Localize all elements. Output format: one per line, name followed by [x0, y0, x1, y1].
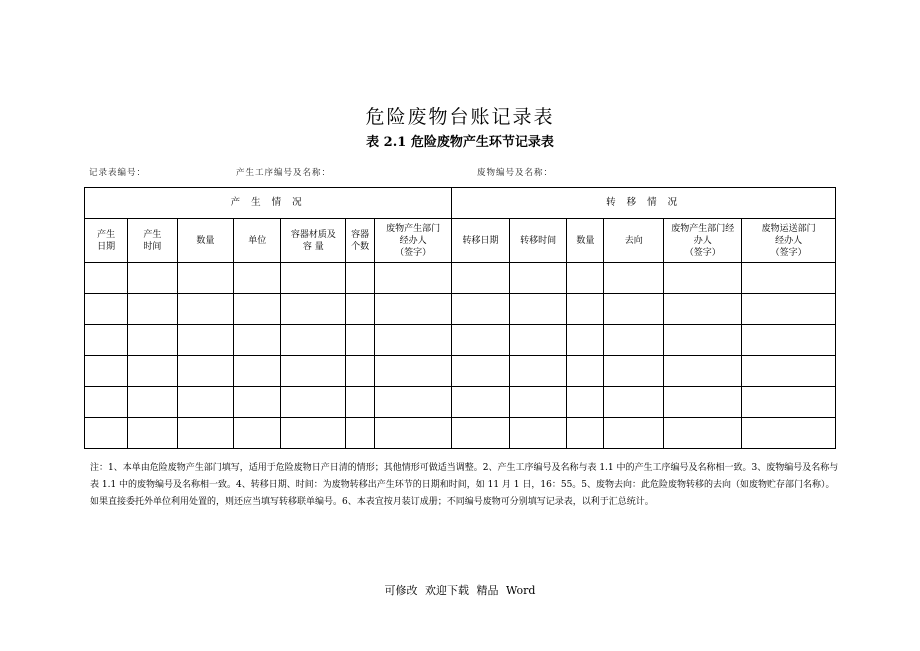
table-cell[interactable]: [452, 418, 510, 449]
table-cell[interactable]: [664, 356, 742, 387]
transfer-column-header: [509, 219, 567, 263]
transfer-column-header: [742, 219, 836, 263]
table-cell[interactable]: [664, 263, 742, 294]
table-row: [85, 356, 836, 387]
table-cell[interactable]: [85, 418, 128, 449]
table-cell[interactable]: [346, 325, 375, 356]
generation-group-header: 产 生 情 况: [85, 188, 452, 219]
column-header-line: （签字）: [770, 247, 807, 258]
table-cell[interactable]: [567, 356, 604, 387]
table-cell[interactable]: [128, 356, 177, 387]
table-cell[interactable]: [664, 387, 742, 418]
table-cell[interactable]: [742, 356, 836, 387]
table-cell[interactable]: [177, 418, 234, 449]
table-cell[interactable]: [234, 325, 281, 356]
transfer-column-header: [567, 219, 604, 263]
table-cell[interactable]: [85, 356, 128, 387]
table-cell[interactable]: [604, 263, 664, 294]
table-cell[interactable]: [664, 325, 742, 356]
table-cell[interactable]: [234, 356, 281, 387]
table-cell[interactable]: [509, 263, 567, 294]
table-cell[interactable]: [375, 325, 452, 356]
generation-column-header: [85, 219, 128, 263]
column-header-line: 转移时间: [520, 235, 557, 246]
table-cell[interactable]: [234, 387, 281, 418]
table-cell[interactable]: [128, 418, 177, 449]
table-cell[interactable]: [742, 263, 836, 294]
transfer-column-header: [604, 219, 664, 263]
table-cell[interactable]: [742, 387, 836, 418]
table-cell[interactable]: [177, 294, 234, 325]
table-cell[interactable]: [281, 356, 346, 387]
table-cell[interactable]: [281, 325, 346, 356]
table-cell[interactable]: [281, 418, 346, 449]
table-cell[interactable]: [567, 387, 604, 418]
generation-column-header: [281, 219, 346, 263]
table-cell[interactable]: [567, 325, 604, 356]
table-cell[interactable]: [742, 294, 836, 325]
table-row: [85, 387, 836, 418]
table-cell[interactable]: [452, 325, 510, 356]
table-cell[interactable]: [85, 263, 128, 294]
transfer-column-header: [452, 219, 510, 263]
table-cell[interactable]: [346, 263, 375, 294]
table-cell[interactable]: [509, 294, 567, 325]
table-cell[interactable]: [375, 356, 452, 387]
column-header-line: 产生: [143, 229, 162, 240]
table-cell[interactable]: [346, 294, 375, 325]
table-cell[interactable]: [375, 418, 452, 449]
column-header-line: 办人: [693, 235, 712, 246]
transfer-column-header: [664, 219, 742, 263]
table-cell[interactable]: [375, 387, 452, 418]
generation-column-header: [234, 219, 281, 263]
table-cell[interactable]: [567, 294, 604, 325]
table-cell[interactable]: [85, 325, 128, 356]
table-cell[interactable]: [664, 418, 742, 449]
column-header-line: （签字）: [395, 247, 432, 258]
column-header-line: 数量: [196, 235, 215, 246]
table-cell[interactable]: [346, 356, 375, 387]
table-cell[interactable]: [346, 387, 375, 418]
table-cell[interactable]: [604, 418, 664, 449]
table-subtitle: 表 2.1 危险废物产生环节记录表: [366, 135, 554, 150]
notes-paragraph: 注：1、本单由危险废物产生部门填写，适用于危险废物日产日清的情形；其他情形可做适当调整。2、产生工序编号及名称与表 1.1 中的产生工序编号及名称相一致。3、废物编号及名称与表 1.1 中的废物编号及名称相一致。4、转移日期、时间：为废物转移出产生环节的日期和时间，如 11 月 1 日，16：55。5、废物去向：此危险废物转移的去向（如废物贮存部门名称）。如果直接委托外单位利用处置的，则还应当填写转移联单编号。6、本表宜按月装订成册；不同编号废物可分别填写记录表，以利于汇总统计。: [90, 463, 839, 507]
column-header-line: 去向: [624, 235, 643, 246]
footer-text: 可修改 欢迎下载 精品 Word: [384, 584, 536, 597]
column-header-line: 时间: [143, 241, 162, 252]
generation-column-header: [375, 219, 452, 263]
table-cell[interactable]: [128, 325, 177, 356]
document-title: 危险废物台账记录表: [365, 106, 555, 128]
table-cell[interactable]: [177, 387, 234, 418]
table-cell[interactable]: [604, 294, 664, 325]
table-cell[interactable]: [452, 387, 510, 418]
table-cell[interactable]: [128, 387, 177, 418]
column-header-line: 容器材质及: [290, 229, 336, 240]
transfer-group-header: 转 移 情 况: [452, 188, 836, 219]
column-header-line: 废物产生部门: [386, 223, 441, 234]
table-cell[interactable]: [85, 387, 128, 418]
column-header-line: 废物运送部门: [761, 223, 816, 234]
table-cell[interactable]: [509, 418, 567, 449]
column-header-line: 日期: [97, 241, 116, 252]
waste-ledger-table: [84, 187, 836, 449]
table-cell[interactable]: [281, 387, 346, 418]
column-header-line: 单位: [248, 235, 267, 246]
table-cell[interactable]: [375, 263, 452, 294]
process-number-label: 产生工序编号及名称：: [236, 168, 332, 178]
table-cell[interactable]: [234, 294, 281, 325]
table-row: [85, 263, 836, 294]
column-header-line: 数量: [576, 235, 595, 246]
table-cell[interactable]: [177, 263, 234, 294]
table-cell[interactable]: [742, 325, 836, 356]
generation-column-header: [177, 219, 234, 263]
table-cell[interactable]: [509, 356, 567, 387]
column-header-line: 转移日期: [462, 235, 499, 246]
table-cell[interactable]: [177, 356, 234, 387]
table-row: [85, 325, 836, 356]
table-cell[interactable]: [234, 263, 281, 294]
table-row: [85, 294, 836, 325]
waste-number-label: 废物编号及名称：: [477, 168, 554, 178]
table-cell[interactable]: [604, 325, 664, 356]
column-header-line: 经办人: [399, 235, 427, 246]
table-cell[interactable]: [346, 418, 375, 449]
record-number-label: 记录表编号：: [89, 168, 147, 178]
table-cell[interactable]: [604, 387, 664, 418]
generation-column-header: [346, 219, 375, 263]
table-cell[interactable]: [452, 263, 510, 294]
column-header-line: （签字）: [684, 247, 721, 258]
column-header-line: 个数: [351, 241, 370, 252]
column-header-line: 容 量: [302, 241, 324, 252]
table-cell[interactable]: [604, 356, 664, 387]
column-header-line: 废物产生部门经: [671, 223, 735, 234]
table-cell[interactable]: [567, 418, 604, 449]
table-cell[interactable]: [452, 356, 510, 387]
table-cell[interactable]: [234, 418, 281, 449]
table-cell[interactable]: [509, 325, 567, 356]
table-cell[interactable]: [177, 325, 234, 356]
table-cell[interactable]: [128, 263, 177, 294]
table-cell[interactable]: [281, 294, 346, 325]
table-cell[interactable]: [664, 294, 742, 325]
column-header-line: 容器: [351, 229, 370, 240]
generation-column-header: [128, 219, 177, 263]
table-cell[interactable]: [375, 294, 452, 325]
table-cell[interactable]: [281, 263, 346, 294]
column-header-line: 产生: [97, 229, 116, 240]
table-cell[interactable]: [742, 418, 836, 449]
table-cell[interactable]: [452, 294, 510, 325]
table-cell[interactable]: [509, 387, 567, 418]
column-header-line: 经办人: [775, 235, 803, 246]
table-cell[interactable]: [567, 263, 604, 294]
table-cell[interactable]: [85, 294, 128, 325]
table-cell[interactable]: [128, 294, 177, 325]
table-row: [85, 418, 836, 449]
